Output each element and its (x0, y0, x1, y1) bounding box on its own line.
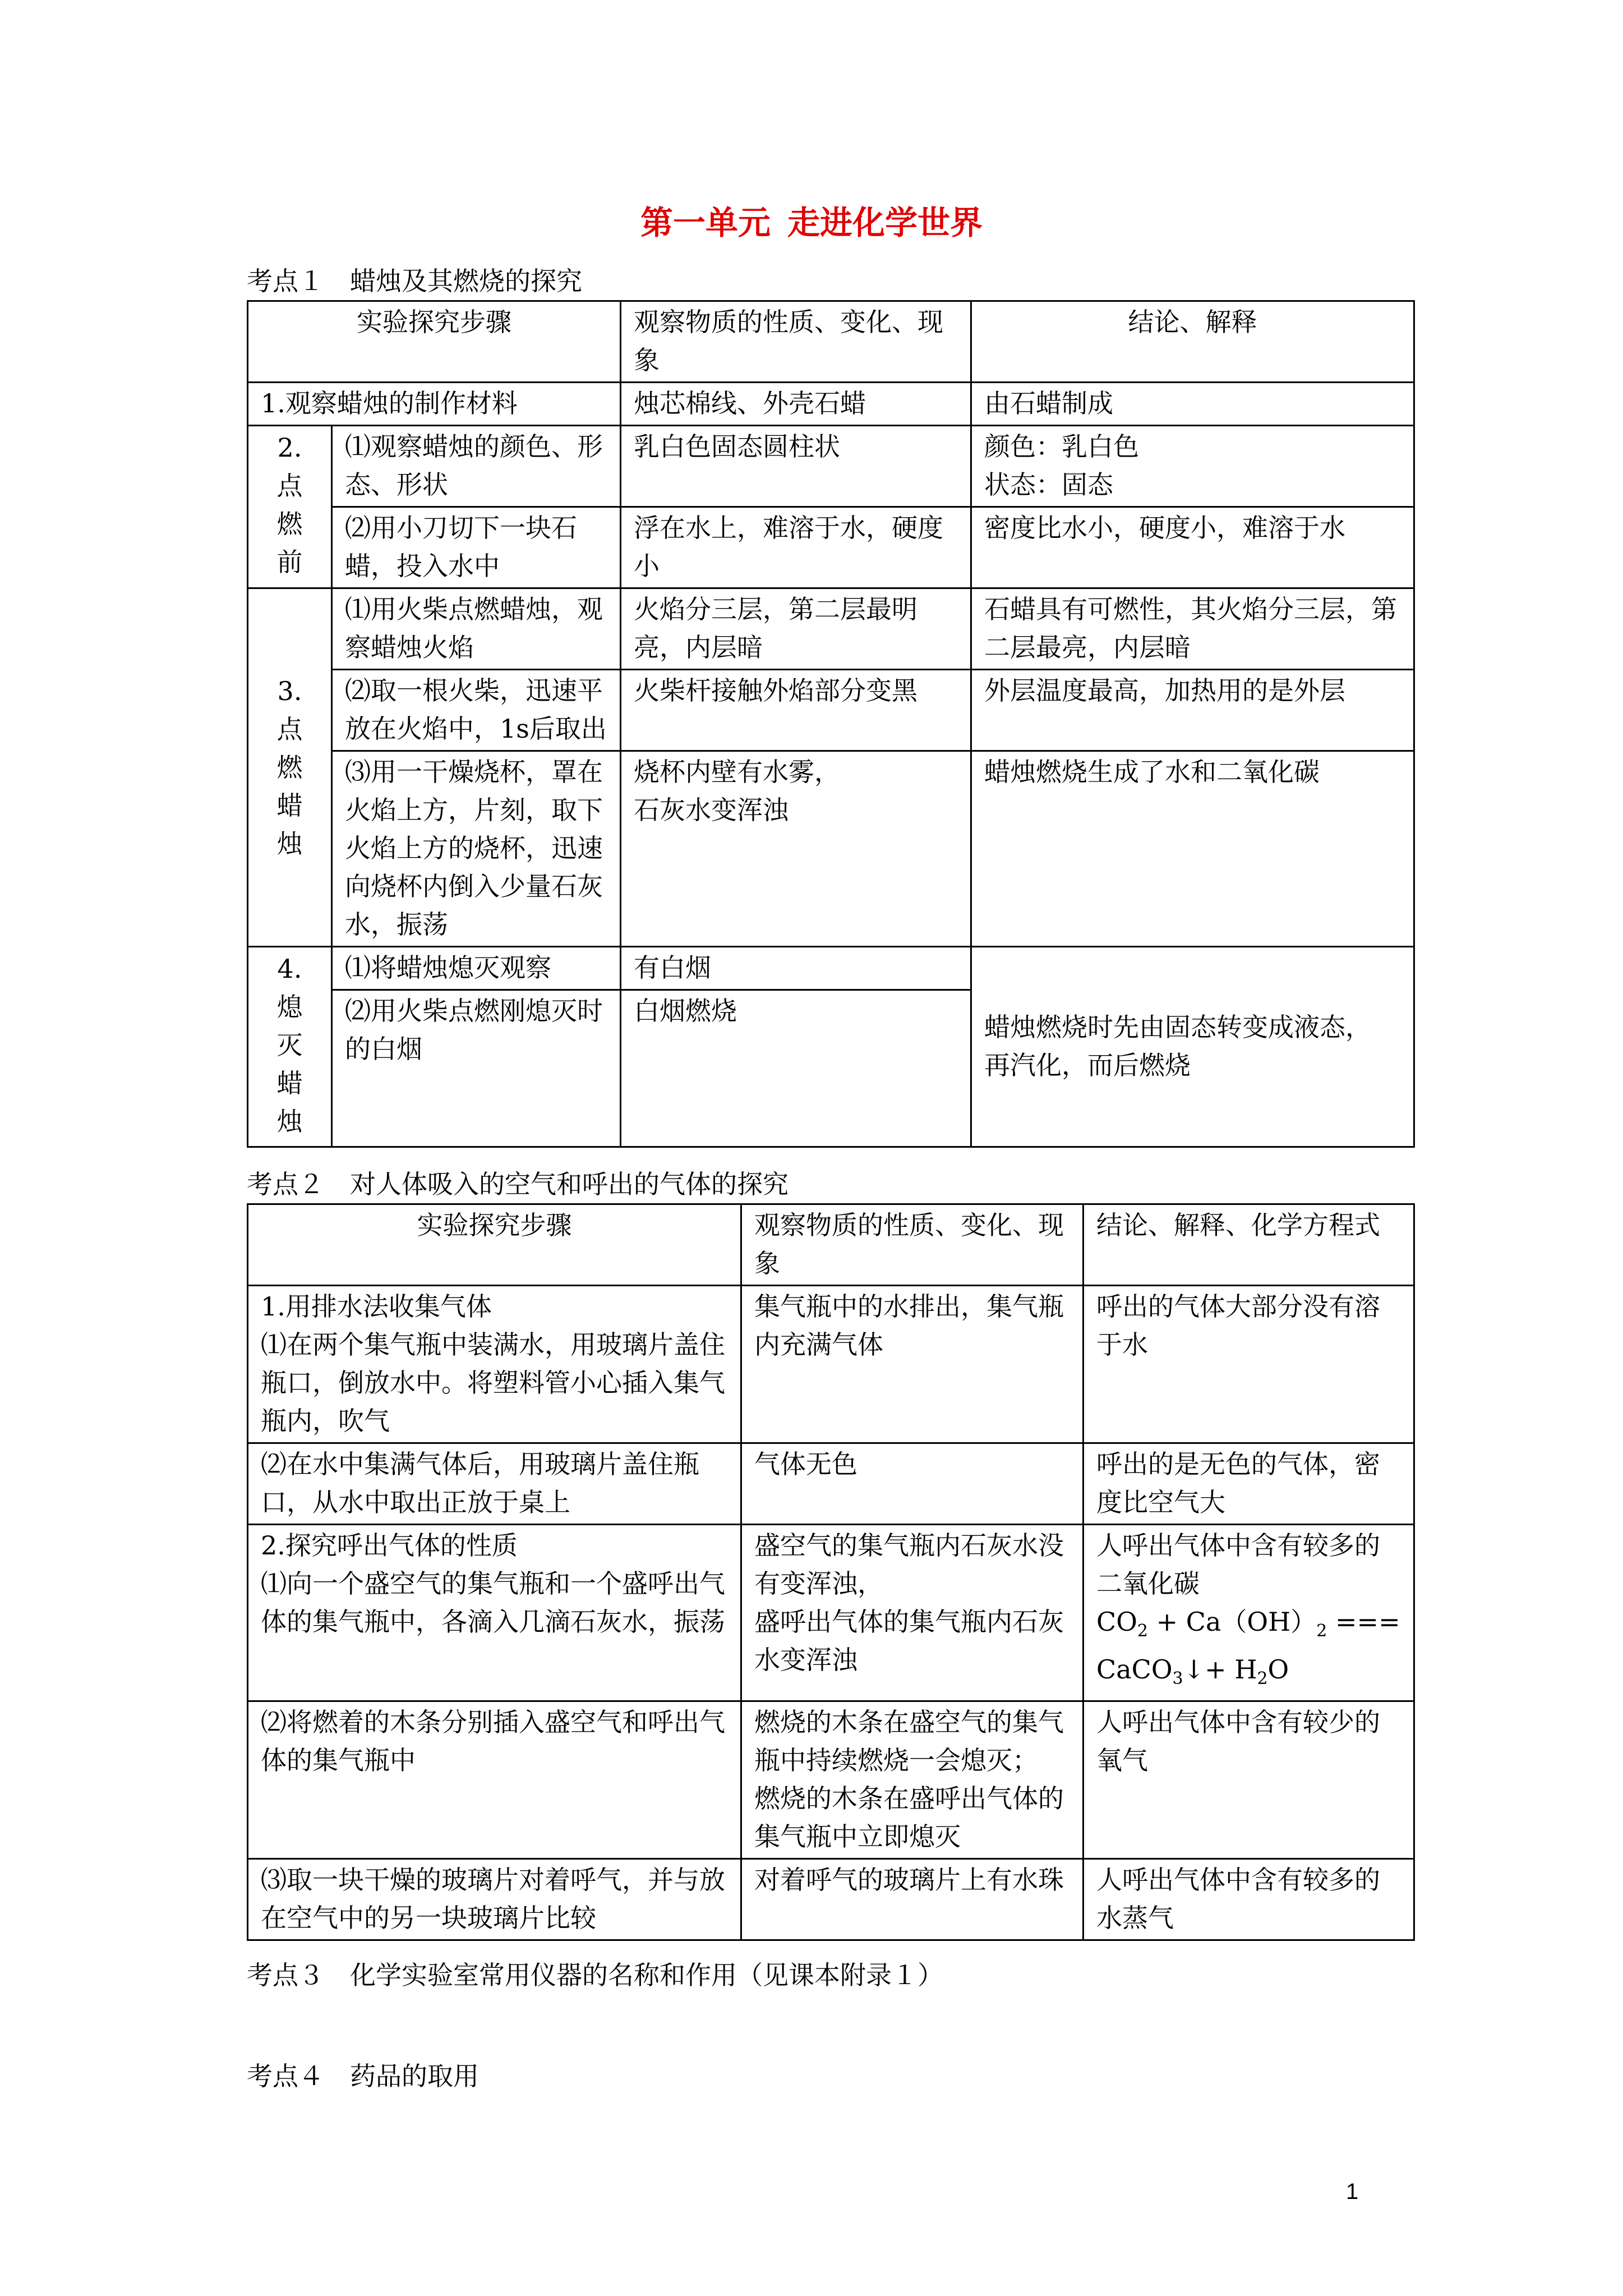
table-header-row (248, 301, 1414, 383)
table-row: 2. 点 燃 前 ⑴观察蜡烛的颜色、形态、形状 乳白色固态圆柱状 颜色：乳白色 状态：固态 (248, 426, 1414, 507)
section-4-heading: 考点４ 药品的取用 (247, 2061, 479, 2091)
group-label: 3. 点 燃 蜡 烛 (248, 588, 332, 947)
table-row: ⑵将燃着的木条分别插入盛空气和呼出气体的集气瓶中 燃烧的木条在盛空气的集气瓶中持续燃烧一会熄灭； 燃烧的木条在盛呼出气体的集气瓶中立即熄灭 人呼出气体中含有较少的氧气 (248, 1701, 1414, 1859)
table-row: 1.用排水法收集气体 ⑴在两个集气瓶中装满水，用玻璃片盖住瓶口，倒放水中。将塑料管小心插入集气瓶内，吹气 集气瓶中的水排出，集气瓶内充满气体 呼出的气体大部分没有溶于水 (248, 1286, 1414, 1443)
header-conclusion: 结论、解释、化学方程式 (1083, 1204, 1414, 1286)
table-row: ⑵用火柴点燃刚熄灭时的白烟 白烟燃烧 (248, 990, 1414, 1147)
header-observation: 观察物质的性质、变化、现象 (741, 1204, 1083, 1286)
page-number: 1 (1346, 2179, 1359, 2204)
table-row: ⑶用一干燥烧杯，罩在火焰上方，片刻，取下火焰上方的烧杯，迅速向烧杯内倒入少量石灰水，振荡 烧杯内壁有水雾， 石灰水变浑浊 蜡烛燃烧生成了水和二氧化碳 (248, 751, 1414, 947)
header-conclusion: 结论、解释 (971, 301, 1414, 383)
section-1-heading: 考点１ 蜡烛及其燃烧的探究 (247, 266, 582, 296)
breath-experiment-table (247, 1203, 1415, 1941)
candle-experiment-table (247, 300, 1415, 1148)
page-title: 第一单元 走进化学世界 (640, 204, 983, 242)
group-label: 2. 点 燃 前 (248, 426, 332, 588)
header-steps: 实验探究步骤 (248, 301, 621, 383)
table-header-row (248, 1204, 1414, 1286)
table-row: 1.观察蜡烛的制作材料 烛芯棉线、外壳石蜡 由石蜡制成 (248, 383, 1414, 426)
section-2-heading: 考点２ 对人体吸入的空气和呼出的气体的探究 (247, 1169, 789, 1199)
table-row: ⑵用小刀切下一块石蜡，投入水中 浮在水上，难溶于水，硬度小 密度比水小，硬度小，难溶于水 (248, 507, 1414, 588)
table-row: ⑵取一根火柴，迅速平放在火焰中，1s后取出 火柴杆接触外焰部分变黑 外层温度最高，加热用的是外层 (248, 670, 1414, 751)
header-observation: 观察物质的性质、变化、现象 (621, 301, 971, 383)
table-row: ⑵在水中集满气体后，用玻璃片盖住瓶口，从水中取出正放于桌上 气体无色 呼出的是无色的气体，密度比空气大 (248, 1443, 1414, 1525)
table-row: ⑶取一块干燥的玻璃片对着呼气，并与放在空气中的另一块玻璃片比较 对着呼气的玻璃片上有水珠 人呼出气体中含有较多的水蒸气 (248, 1859, 1414, 1940)
section-3-heading: 考点３ 化学实验室常用仪器的名称和作用（见课本附录１） (247, 1960, 943, 1990)
table-row: 3. 点 燃 蜡 烛 ⑴用火柴点燃蜡烛，观察蜡烛火焰 火焰分三层，第二层最明亮，内层暗 石蜡具有可燃性，其火焰分三层，第二层最亮，内层暗 (248, 588, 1414, 670)
group-label: 4. 熄 灭 蜡 烛 (248, 947, 332, 1147)
table-row: 2.探究呼出气体的性质 ⑴向一个盛空气的集气瓶和一个盛呼出气体的集气瓶中，各滴入几滴石灰水，振荡 盛空气的集气瓶内石灰水没有变浑浊， 盛呼出气体的集气瓶内石灰水变浑浊 人呼出气体中含有较多的二氧化碳 $CO_2 + Ca(OH)_2$ === CaCO$_3$↓+ $H_2O$ (248, 1525, 1414, 1701)
table-row: 4. 熄 灭 蜡 烛 ⑴将蜡烛熄灭观察 有白烟 蜡烛燃烧时先由固态转变成液态， 再汽化，而后燃烧 (248, 947, 1414, 990)
chemical-equation: $CO_2 + Ca(OH)_2$ === (1096, 1607, 1400, 1641)
header-steps: 实验探究步骤 (248, 1204, 741, 1286)
